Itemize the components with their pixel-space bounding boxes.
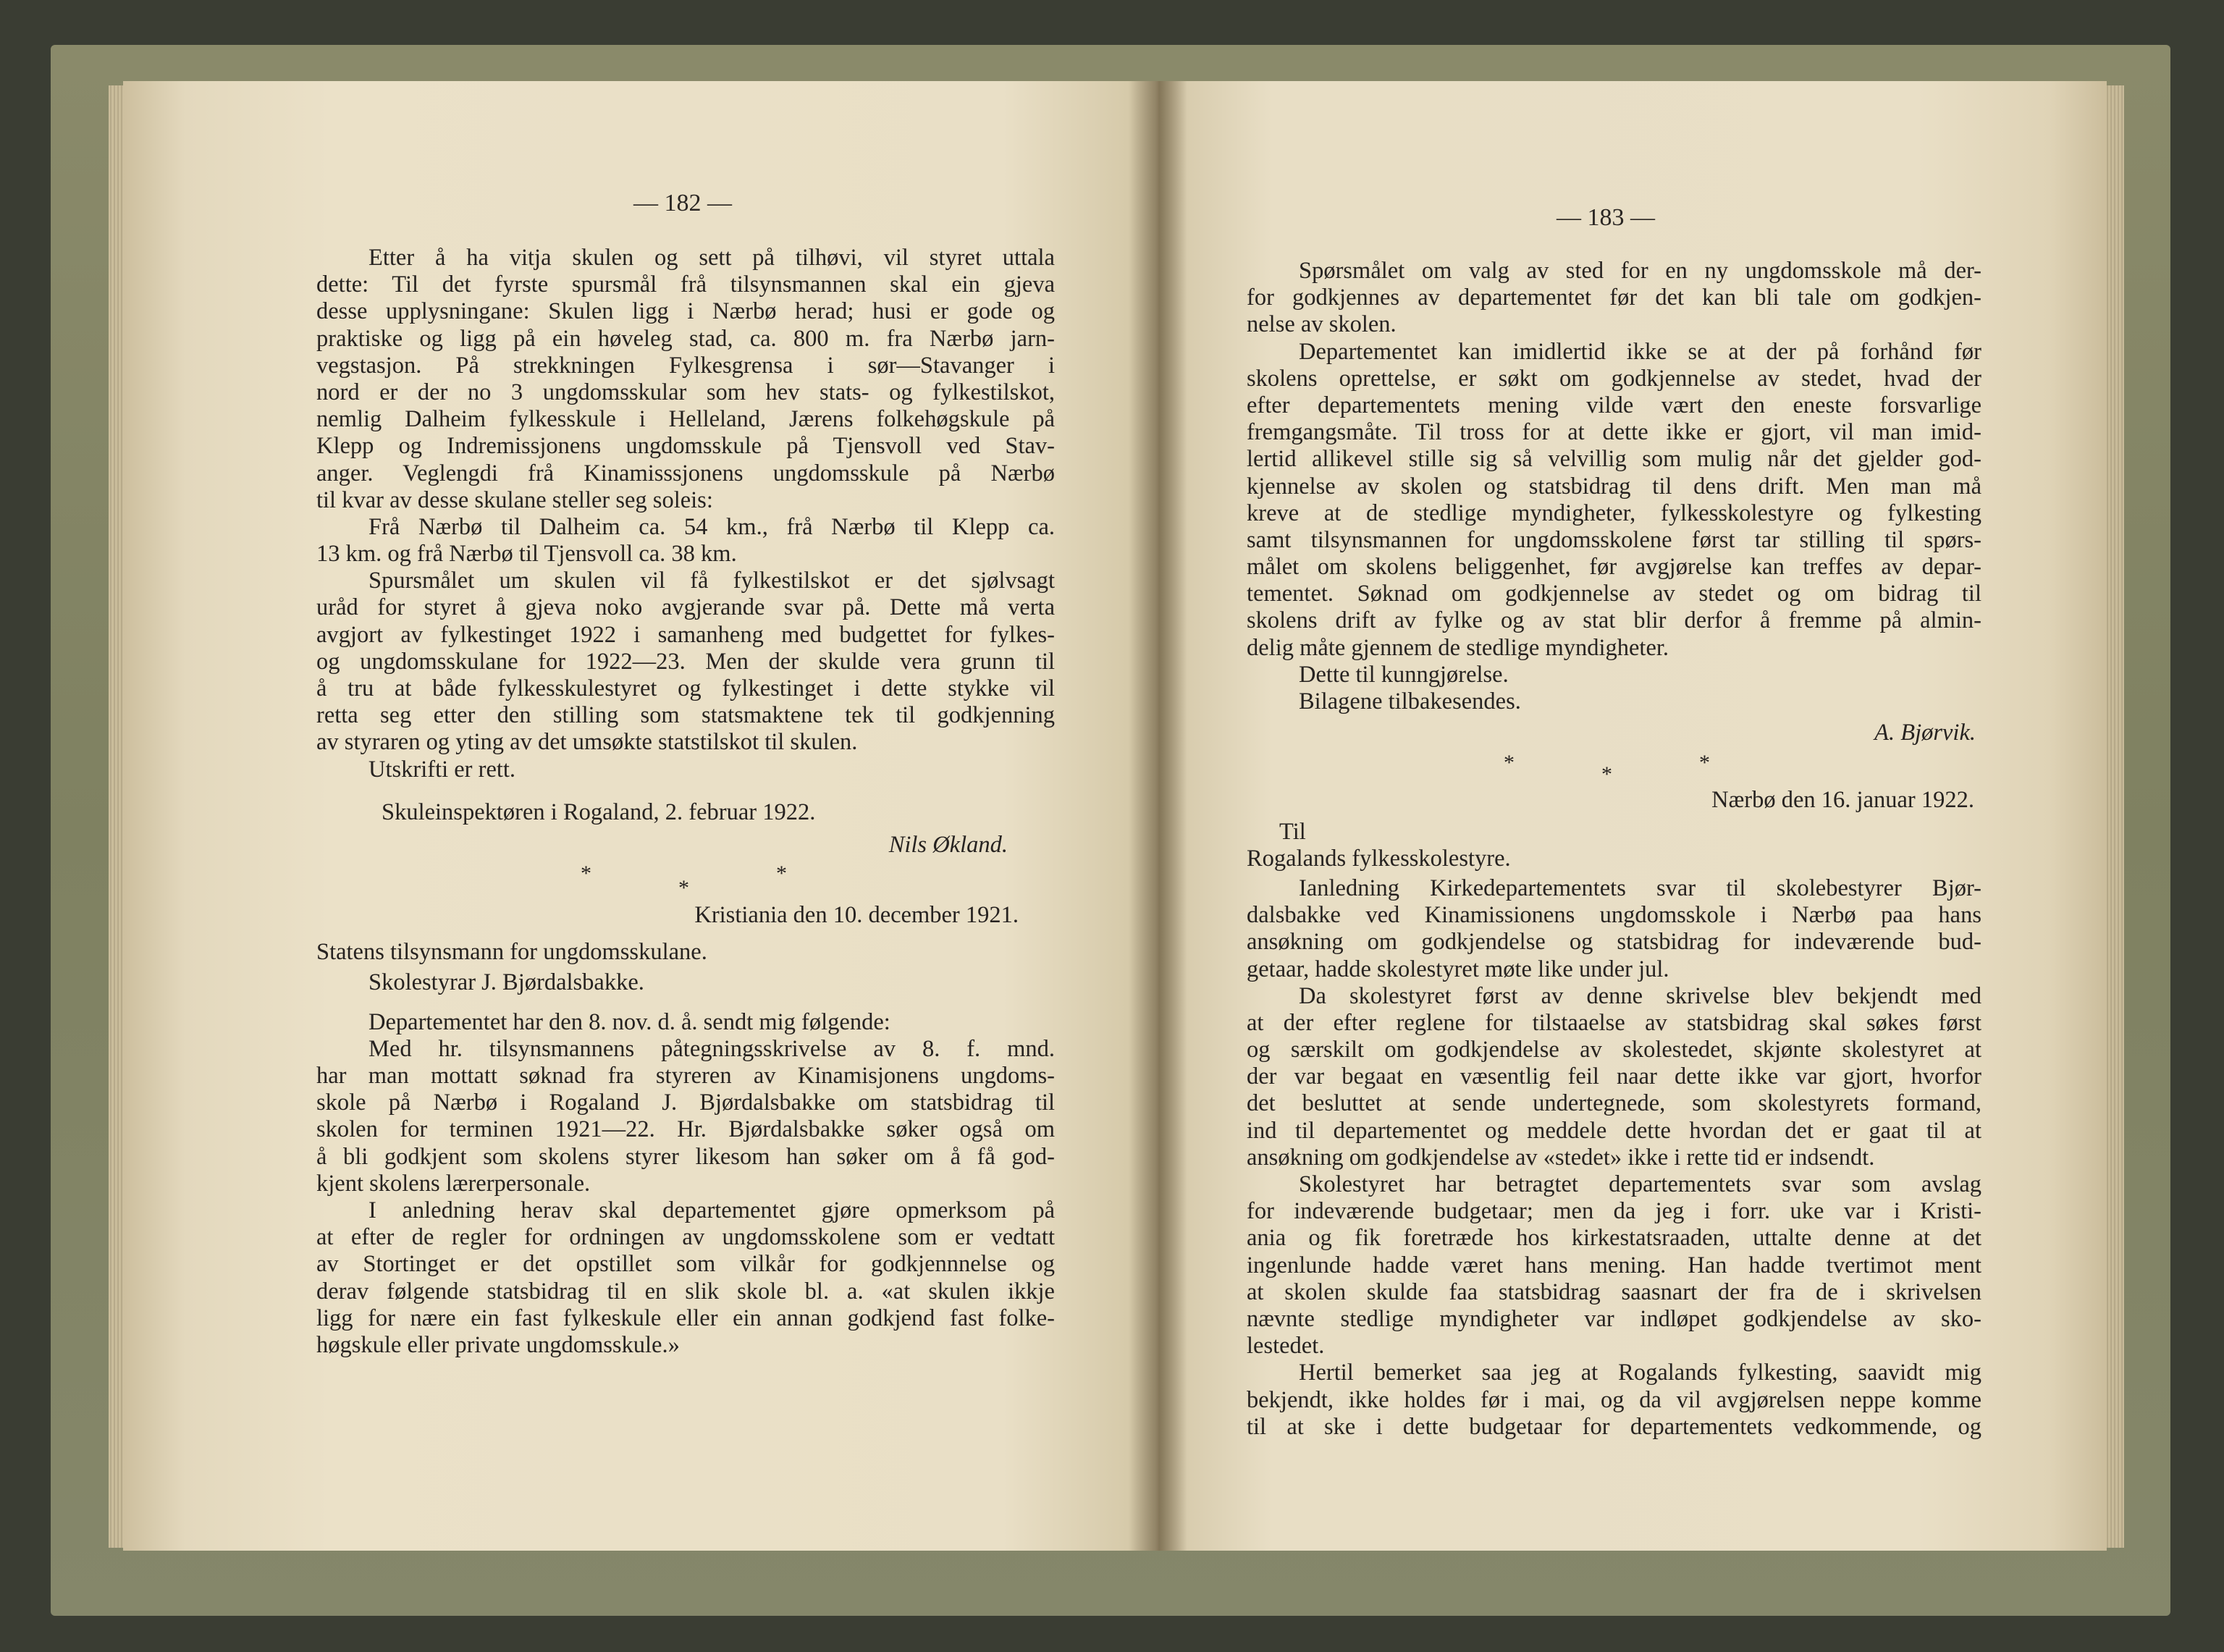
section-separator xyxy=(1247,746,1981,787)
text-line: skole på Nærbø i Rogaland J. Bjørdalsbakke om statsbidrag til xyxy=(316,1090,1055,1116)
text-line: nord er der no 3 ungdomsskular som hev stats- og fylkestilskot, xyxy=(316,379,1055,405)
text-line: Departementet kan imidlertid ikke se at der på forhånd før xyxy=(1299,338,1981,365)
text-line: har man mottatt søknad fra styreren av Kinamisjonens ungdoms- xyxy=(316,1063,1055,1090)
text-line: Rogalands fylkesskolestyre. xyxy=(1247,845,1511,872)
text-line: Bilagene tilbakesendes. xyxy=(1299,688,1521,715)
text-line: kjennelse av skolen og statsbidrag til dens drift. Men man må xyxy=(1247,473,1981,500)
text-line: desse upplysningane: Skulen ligg i Nærbø herad; husi er gode og xyxy=(316,298,1055,325)
text-line: for godkjennes av departementet før det kan bli tale om godkjen- xyxy=(1247,285,1981,311)
text-line: Til xyxy=(1279,818,1306,845)
text-line: Klepp og Indremissjonens ungdomsskule på Tjensvoll ved Stav- xyxy=(316,433,1055,460)
text-line: høgskule eller private ungdomsskule.» xyxy=(316,1331,680,1358)
text-line: å bli godkjent som skolens styrer likesom han søker om å få god- xyxy=(316,1143,1055,1170)
text-line: ingenlunde hadde været hans mening. Han hadde tvertimot ment xyxy=(1247,1252,1981,1278)
text-line: og ungdomsskulane for 1922—23. Men der skulde vera grunn til xyxy=(316,648,1055,675)
text-line: getaar, hadde skolestyret møte like under jul. xyxy=(1247,956,1669,982)
right-page-number: — 183 — xyxy=(1557,204,1655,231)
text-line: lestedet. xyxy=(1247,1333,1325,1360)
text-line: Statens tilsynsmann for ungdomsskulane. xyxy=(316,939,707,966)
text-line: praktiske og ligg på ein høveleg stad, ca. 800 m. fra Nærbø jarn- xyxy=(316,325,1055,352)
text-line: uråd for styret å gjeva noko avgjerande svar på. Dette må verta xyxy=(316,594,1055,621)
text-line: nemlig Dalheim fylkesskule i Helleland, Jærens folkehøgskule på xyxy=(316,406,1055,433)
text-line: der var begaat en væsentlig feil naar dette ikke var gjort, hvorfor xyxy=(1247,1063,1981,1090)
date-line: Nærbø den 16. januar 1922. xyxy=(1711,787,1974,814)
text-line: skolens drift av fylke og av stat blir derfor å fremme på almin- xyxy=(1247,607,1981,634)
text-line: Utskrifti er rett. xyxy=(368,756,516,783)
star-separator: * xyxy=(1699,751,1710,775)
text-line: Dette til kunngjørelse. xyxy=(1299,661,1509,688)
text-line: lertid allikevel stille sig så velvillig som mulig når det gjelder god- xyxy=(1247,446,1981,473)
text-line: Med hr. tilsynsmannens påtegningsskrivelse av 8. f. mnd. xyxy=(368,1035,1055,1062)
text-line: Spursmålet um skulen vil få fylkestilskot er det sjølvsagt xyxy=(368,568,1055,594)
text-line: skolens oprettelse, er søkt om godkjennelse av stedet, hvad der xyxy=(1247,365,1981,392)
text-line: Skuleinspektøren i Rogaland, 2. februar 1922. xyxy=(382,798,816,825)
text-line: skolen for terminen 1921—22. Hr. Bjørdalsbakke søker også om xyxy=(316,1116,1055,1143)
star-separator: * xyxy=(776,861,787,886)
text-line: målet om skolens beliggenhet, før avgjørelse kan treffes av depar- xyxy=(1247,554,1981,581)
text-line: ligg for nære ein fast fylkeskule eller ein annan godkjend fast folke- xyxy=(316,1305,1055,1331)
text-line: retta seg etter den stilling som statsmaktene tek til godkjenning xyxy=(316,702,1055,729)
text-line: at efter de regler for ordningen av ungdomsskolene som er vedtatt xyxy=(316,1224,1055,1251)
text-line: samt tilsynsmannen for ungdomsskolene først tar stilling til spørs- xyxy=(1247,526,1981,553)
text-line: dalsbakke ved Kinamissionens ungdomsskole i Nærbø paa hans xyxy=(1247,902,1981,929)
text-line: ansøkning om godkjendelse og statsbidrag for indeværende bud- xyxy=(1247,929,1981,956)
text-line: det besluttet at sende undertegnede, som skolestyrets formand, xyxy=(1247,1090,1981,1117)
text-line: efter departementets mening vilde vært den eneste forsvarlige xyxy=(1247,392,1981,418)
text-line: Departementet har den 8. nov. d. å. sendt mig følgende: xyxy=(368,1008,890,1035)
signature-line: Nils Økland. xyxy=(888,831,1008,858)
text-line: av Stortinget er det opstillet som vilkår for godkjennnelse og xyxy=(316,1251,1055,1278)
text-line: 13 km. og frå Nærbø til Tjensvoll ca. 38 km. xyxy=(316,541,737,568)
text-line: delig måte gjennem de stedlige myndigheter. xyxy=(1247,634,1669,661)
text-line: ansøkning om godkjendelse av «stedet» ikke i rette tid er indsendt. xyxy=(1247,1144,1875,1171)
star-separator: * xyxy=(581,861,591,886)
right-page-body xyxy=(1247,258,1981,1441)
text-line: avgjort av fylkestinget 1922 i samanheng med budgettet for fylkes- xyxy=(316,621,1055,648)
star-separator: * xyxy=(678,876,689,901)
text-line: anger. Veglengdi frå Kinamisssjonens ungdomsskule på Nærbø xyxy=(316,460,1055,486)
text-line: kjent skolens lærerpersonale. xyxy=(316,1170,591,1197)
text-line: Hertil bemerket saa jeg at Rogalands fylkesting, saavidt mig xyxy=(1299,1360,1981,1386)
text-line: at skolen skulde faa statsbidrag saasnart der fra de i skrivelsen xyxy=(1247,1278,1981,1305)
text-line: å tru at både fylkesskulestyret og fylkestinget i dette stykke vil xyxy=(316,675,1055,701)
text-line: kreve at de stedlige myndigheter, fylkesskolestyre og fylkesting xyxy=(1247,500,1981,526)
text-line: Ianledning Kirkedepartementets svar til skolebestyrer Bjør- xyxy=(1299,875,1981,901)
star-separator: * xyxy=(1504,751,1515,775)
text-line: Etter å ha vitja skulen og sett på tilhøvi, vil styret uttala xyxy=(368,245,1055,271)
signature-line: A. Bjørvik. xyxy=(1874,720,1976,746)
text-line: for indeværende budgetaar; men da jeg i forr. uke var i Kristi- xyxy=(1247,1198,1981,1225)
text-line: I anledning herav skal departementet gjøre opmerksom på xyxy=(368,1197,1055,1223)
text-line: nævnte stedlige myndigheter var indløpet godkjendelse av sko- xyxy=(1247,1305,1981,1332)
text-line: til kvar av desse skulane steller seg soleis: xyxy=(316,486,713,513)
text-line: og særskilt om godkjendelse av skolestedet, skjønte skolestyret at xyxy=(1247,1037,1981,1063)
text-line: ind til departementet og meddele dette hvordan det er gaat til at xyxy=(1247,1117,1981,1144)
text-line: nelse av skolen. xyxy=(1247,311,1397,338)
left-page-number: — 182 — xyxy=(633,190,732,216)
text-line: Frå Nærbø til Dalheim ca. 54 km., frå Nærbø til Klepp ca. xyxy=(368,513,1055,540)
star-separator: * xyxy=(1601,762,1612,787)
date-line: Kristiania den 10. december 1921. xyxy=(694,902,1019,929)
text-line: ania og fik foretræde hos kirkestatsraaden, uttalte denne at det xyxy=(1247,1225,1981,1252)
text-line: Spørsmålet om valg av sted for en ny ungdomsskole må der- xyxy=(1299,258,1981,284)
text-line: fremgangsmåte. Til tross for at dette ikke er gjort, vil man imid- xyxy=(1247,419,1981,446)
text-line: Skolestyret har betragtet departementets svar som avslag xyxy=(1299,1171,1981,1197)
section-separator xyxy=(316,859,1055,902)
text-line: Skolestyrar J. Bjørdalsbakke. xyxy=(368,969,644,995)
text-line: at der efter reglene for tilstaaelse av statsbidrag skal søkes først xyxy=(1247,1009,1981,1036)
text-line: vegstasjon. På strekkningen Fylkesgrensa i sør—Stavanger i xyxy=(316,352,1055,379)
text-line: Da skolestyret først av denne skrivelse blev bekjendt med xyxy=(1299,982,1981,1009)
text-line: til at ske i dette budgetaar for departementets vedkommende, og xyxy=(1247,1413,1981,1440)
text-line: derav følgende statsbidrag til en slik skole bl. a. «at skulen ikkje xyxy=(316,1278,1055,1305)
left-page-body xyxy=(316,245,1055,1359)
text-line: bekjendt, ikke holdes før i mai, og da vil avgjørelsen neppe komme xyxy=(1247,1386,1981,1413)
book-gutter xyxy=(1129,81,1187,1551)
text-line: dette: Til det fyrste spursmål frå tilsynsmannen skal ein gjeva xyxy=(316,271,1055,298)
page-edges-right xyxy=(2105,85,2124,1548)
text-line: tementet. Søknad om godkjennelse av stedet og om bidrag til xyxy=(1247,581,1981,607)
text-line: av styraren og yting av det umsøkte statstilskot til skulen. xyxy=(316,729,858,756)
